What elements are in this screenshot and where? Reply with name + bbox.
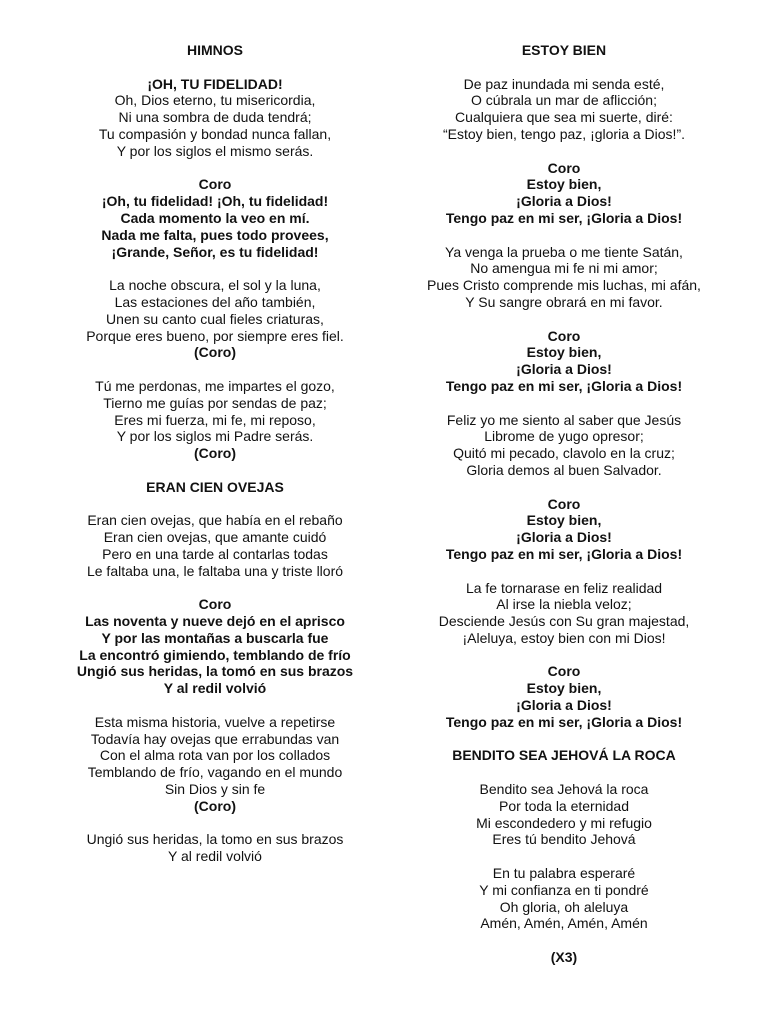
bold-line: ERAN CIEN OVEJAS xyxy=(146,478,284,495)
lyric-line: Y mi confianza en ti pondré xyxy=(479,881,649,898)
lyric-line: Quitó mi pecado, clavolo en la cruz; xyxy=(453,445,675,462)
lyric-line: Sin Dios y sin fe xyxy=(164,781,266,798)
lyric-line: “Estoy bien, tengo paz, ¡gloria a Dios!”. xyxy=(442,125,685,142)
lyric-line: Tierno me guías por sendas de paz; xyxy=(103,394,327,411)
stanza-gap xyxy=(20,580,410,597)
bold-line: Tengo paz en mi ser, ¡Gloria a Dios! xyxy=(445,713,683,730)
stanza-gap xyxy=(20,160,410,177)
lyric-line: Pues Cristo comprende mis luchas, mi afán, xyxy=(427,277,701,294)
stanza-gap xyxy=(370,764,758,781)
lyric-line: Y por los siglos el mismo serás. xyxy=(116,142,314,159)
bold-line: Estoy bien, xyxy=(526,512,602,529)
lyric-line: Eran cien ovejas, que había en el rebaño xyxy=(87,512,343,529)
bold-line: ¡OH, TU FIDELIDAD! xyxy=(147,75,283,92)
right-column xyxy=(370,42,758,966)
bold-line: Tengo paz en mi ser, ¡Gloria a Dios! xyxy=(445,545,683,562)
bold-line: Estoy bien, xyxy=(526,176,602,193)
bold-line: Coro xyxy=(198,596,232,613)
lyric-line: Tú me perdonas, me impartes el gozo, xyxy=(95,377,335,394)
lyric-line: De paz inundada mi senda esté, xyxy=(463,75,665,92)
bold-line: Tengo paz en mi ser, ¡Gloria a Dios! xyxy=(445,209,683,226)
bold-line: Coro xyxy=(198,176,232,193)
lyric-line: Ungió sus heridas, la tomo en sus brazos xyxy=(86,831,344,848)
bold-line: Coro xyxy=(547,663,581,680)
lyric-line: Oh gloria, oh aleluya xyxy=(499,898,629,915)
lyric-line: Cualquiera que sea mi suerte, diré: xyxy=(455,109,673,126)
stanza-gap xyxy=(20,815,410,832)
lyric-line: Amén, Amén, Amén, Amén xyxy=(480,915,648,932)
bold-line: Ungió sus heridas, la tomó en sus brazos xyxy=(76,663,354,680)
lyric-line: Gloria demos al buen Salvador. xyxy=(466,461,662,478)
stanza-gap xyxy=(370,479,758,496)
bold-line: ¡Oh, tu fidelidad! ¡Oh, tu fidelidad! xyxy=(101,193,329,210)
bold-line: Coro xyxy=(547,327,581,344)
bold-line: Coro xyxy=(547,159,581,176)
lyric-line: La fe tornarase en feliz realidad xyxy=(465,579,663,596)
lyric-line: Librome de yugo opresor; xyxy=(484,428,644,445)
lyric-line: Unen su canto cual fieles criaturas, xyxy=(106,310,324,327)
lyric-line: No amengua mi fe ni mi amor; xyxy=(470,260,658,277)
stanza-gap xyxy=(370,731,758,748)
lyric-line: O cúbrala un mar de aflicción; xyxy=(471,92,657,109)
lyric-line: Le faltaba una, le faltaba una y triste lloró xyxy=(86,562,344,579)
left-column xyxy=(20,42,410,865)
lyric-line: Mi escondedero y mi refugio xyxy=(476,814,652,831)
lyric-line: Por toda la eternidad xyxy=(499,797,629,814)
bold-line: ESTOY BIEN xyxy=(521,42,607,58)
lyric-line: Tu compasión y bondad nunca fallan, xyxy=(98,125,332,142)
stanza-gap xyxy=(370,848,758,865)
stanza-gap xyxy=(370,395,758,412)
stanza-gap xyxy=(370,932,758,949)
stanza-gap xyxy=(20,260,410,277)
bold-line: Y al redil volvió xyxy=(163,680,267,697)
lyric-line: Desciende Jesús con Su gran majestad, xyxy=(438,613,690,630)
stanza-gap xyxy=(20,697,410,714)
bold-line: ¡Gloria a Dios! xyxy=(516,193,612,210)
bold-line: Y por las montañas a buscarla fue xyxy=(101,629,329,646)
bold-line: ¡Gloria a Dios! xyxy=(516,697,612,714)
lyric-line: Las estaciones del año también, xyxy=(114,293,316,310)
bold-line: (Coro) xyxy=(194,344,236,361)
lyric-line: Y al redil volvió xyxy=(168,848,262,865)
lyric-line: La noche obscura, el sol y la luna, xyxy=(109,277,321,294)
bold-line: Estoy bien, xyxy=(526,680,602,697)
stanza-gap xyxy=(20,496,410,513)
lyric-line: Eres mi fuerza, mi fe, mi reposo, xyxy=(114,411,316,428)
bold-line: ¡Gloria a Dios! xyxy=(516,529,612,546)
bold-line: La encontró gimiendo, temblando de frío xyxy=(79,646,351,663)
bold-line: (X3) xyxy=(550,949,578,966)
bold-line: (Coro) xyxy=(194,445,236,462)
lyric-line: Ya venga la prueba o me tiente Satán, xyxy=(445,243,683,260)
bold-line: ¡Gloria a Dios! xyxy=(516,361,612,378)
stanza-gap xyxy=(370,143,758,160)
lyric-line: Eran cien ovejas, que amante cuidó xyxy=(103,529,327,546)
stanza-gap xyxy=(370,227,758,244)
stanza-gap xyxy=(20,361,410,378)
lyric-line: Al irse la niebla veloz; xyxy=(496,596,632,613)
lyric-line: Porque eres bueno, por siempre eres fiel. xyxy=(86,327,344,344)
lyric-line: Y por los siglos mi Padre serás. xyxy=(116,428,314,445)
stanza-gap xyxy=(370,59,758,76)
lyric-line: Bendito sea Jehová la roca xyxy=(479,781,649,798)
bold-line: Nada me falta, pues todo provees, xyxy=(101,226,329,243)
lyric-line: En tu palabra esperaré xyxy=(492,865,636,882)
lyric-line: Feliz yo me siento al saber que Jesús xyxy=(446,411,682,428)
bold-line: Tengo paz en mi ser, ¡Gloria a Dios! xyxy=(445,377,683,394)
lyric-line: Y Su sangre obrará en mi favor. xyxy=(465,293,663,310)
stanza-gap xyxy=(370,563,758,580)
lyric-line: ¡Aleluya, estoy bien con mi Dios! xyxy=(462,629,666,646)
bold-line: HIMNOS xyxy=(187,42,243,58)
stanza-gap xyxy=(370,311,758,328)
stanza-gap xyxy=(370,647,758,664)
bold-line: ¡Grande, Señor, es tu fidelidad! xyxy=(111,243,319,260)
lyric-line: Pero en una tarde al contarlas todas xyxy=(102,545,328,562)
lyric-line: Temblando de frío, vagando en el mundo xyxy=(87,764,343,781)
lyric-line: Oh, Dios eterno, tu misericordia, xyxy=(114,92,316,109)
lyric-line: Con el alma rota van por los collados xyxy=(99,747,331,764)
bold-line: Coro xyxy=(547,495,581,512)
bold-line: Estoy bien, xyxy=(526,344,602,361)
lyric-line: Todavía hay ovejas que errabundas van xyxy=(90,730,340,747)
stanza-gap xyxy=(20,59,410,76)
bold-line: (Coro) xyxy=(194,797,236,814)
lyric-line: Esta misma historia, vuelve a repetirse xyxy=(94,713,336,730)
bold-line: Cada momento la veo en mí. xyxy=(120,209,310,226)
lyric-line: Ni una sombra de duda tendrá; xyxy=(118,109,312,126)
lyric-line: Eres tú bendito Jehová xyxy=(492,831,636,848)
bold-line: Las noventa y nueve dejó en el aprisco xyxy=(85,613,345,630)
bold-line: BENDITO SEA JEHOVÁ LA ROCA xyxy=(452,747,676,764)
stanza-gap xyxy=(20,462,410,479)
